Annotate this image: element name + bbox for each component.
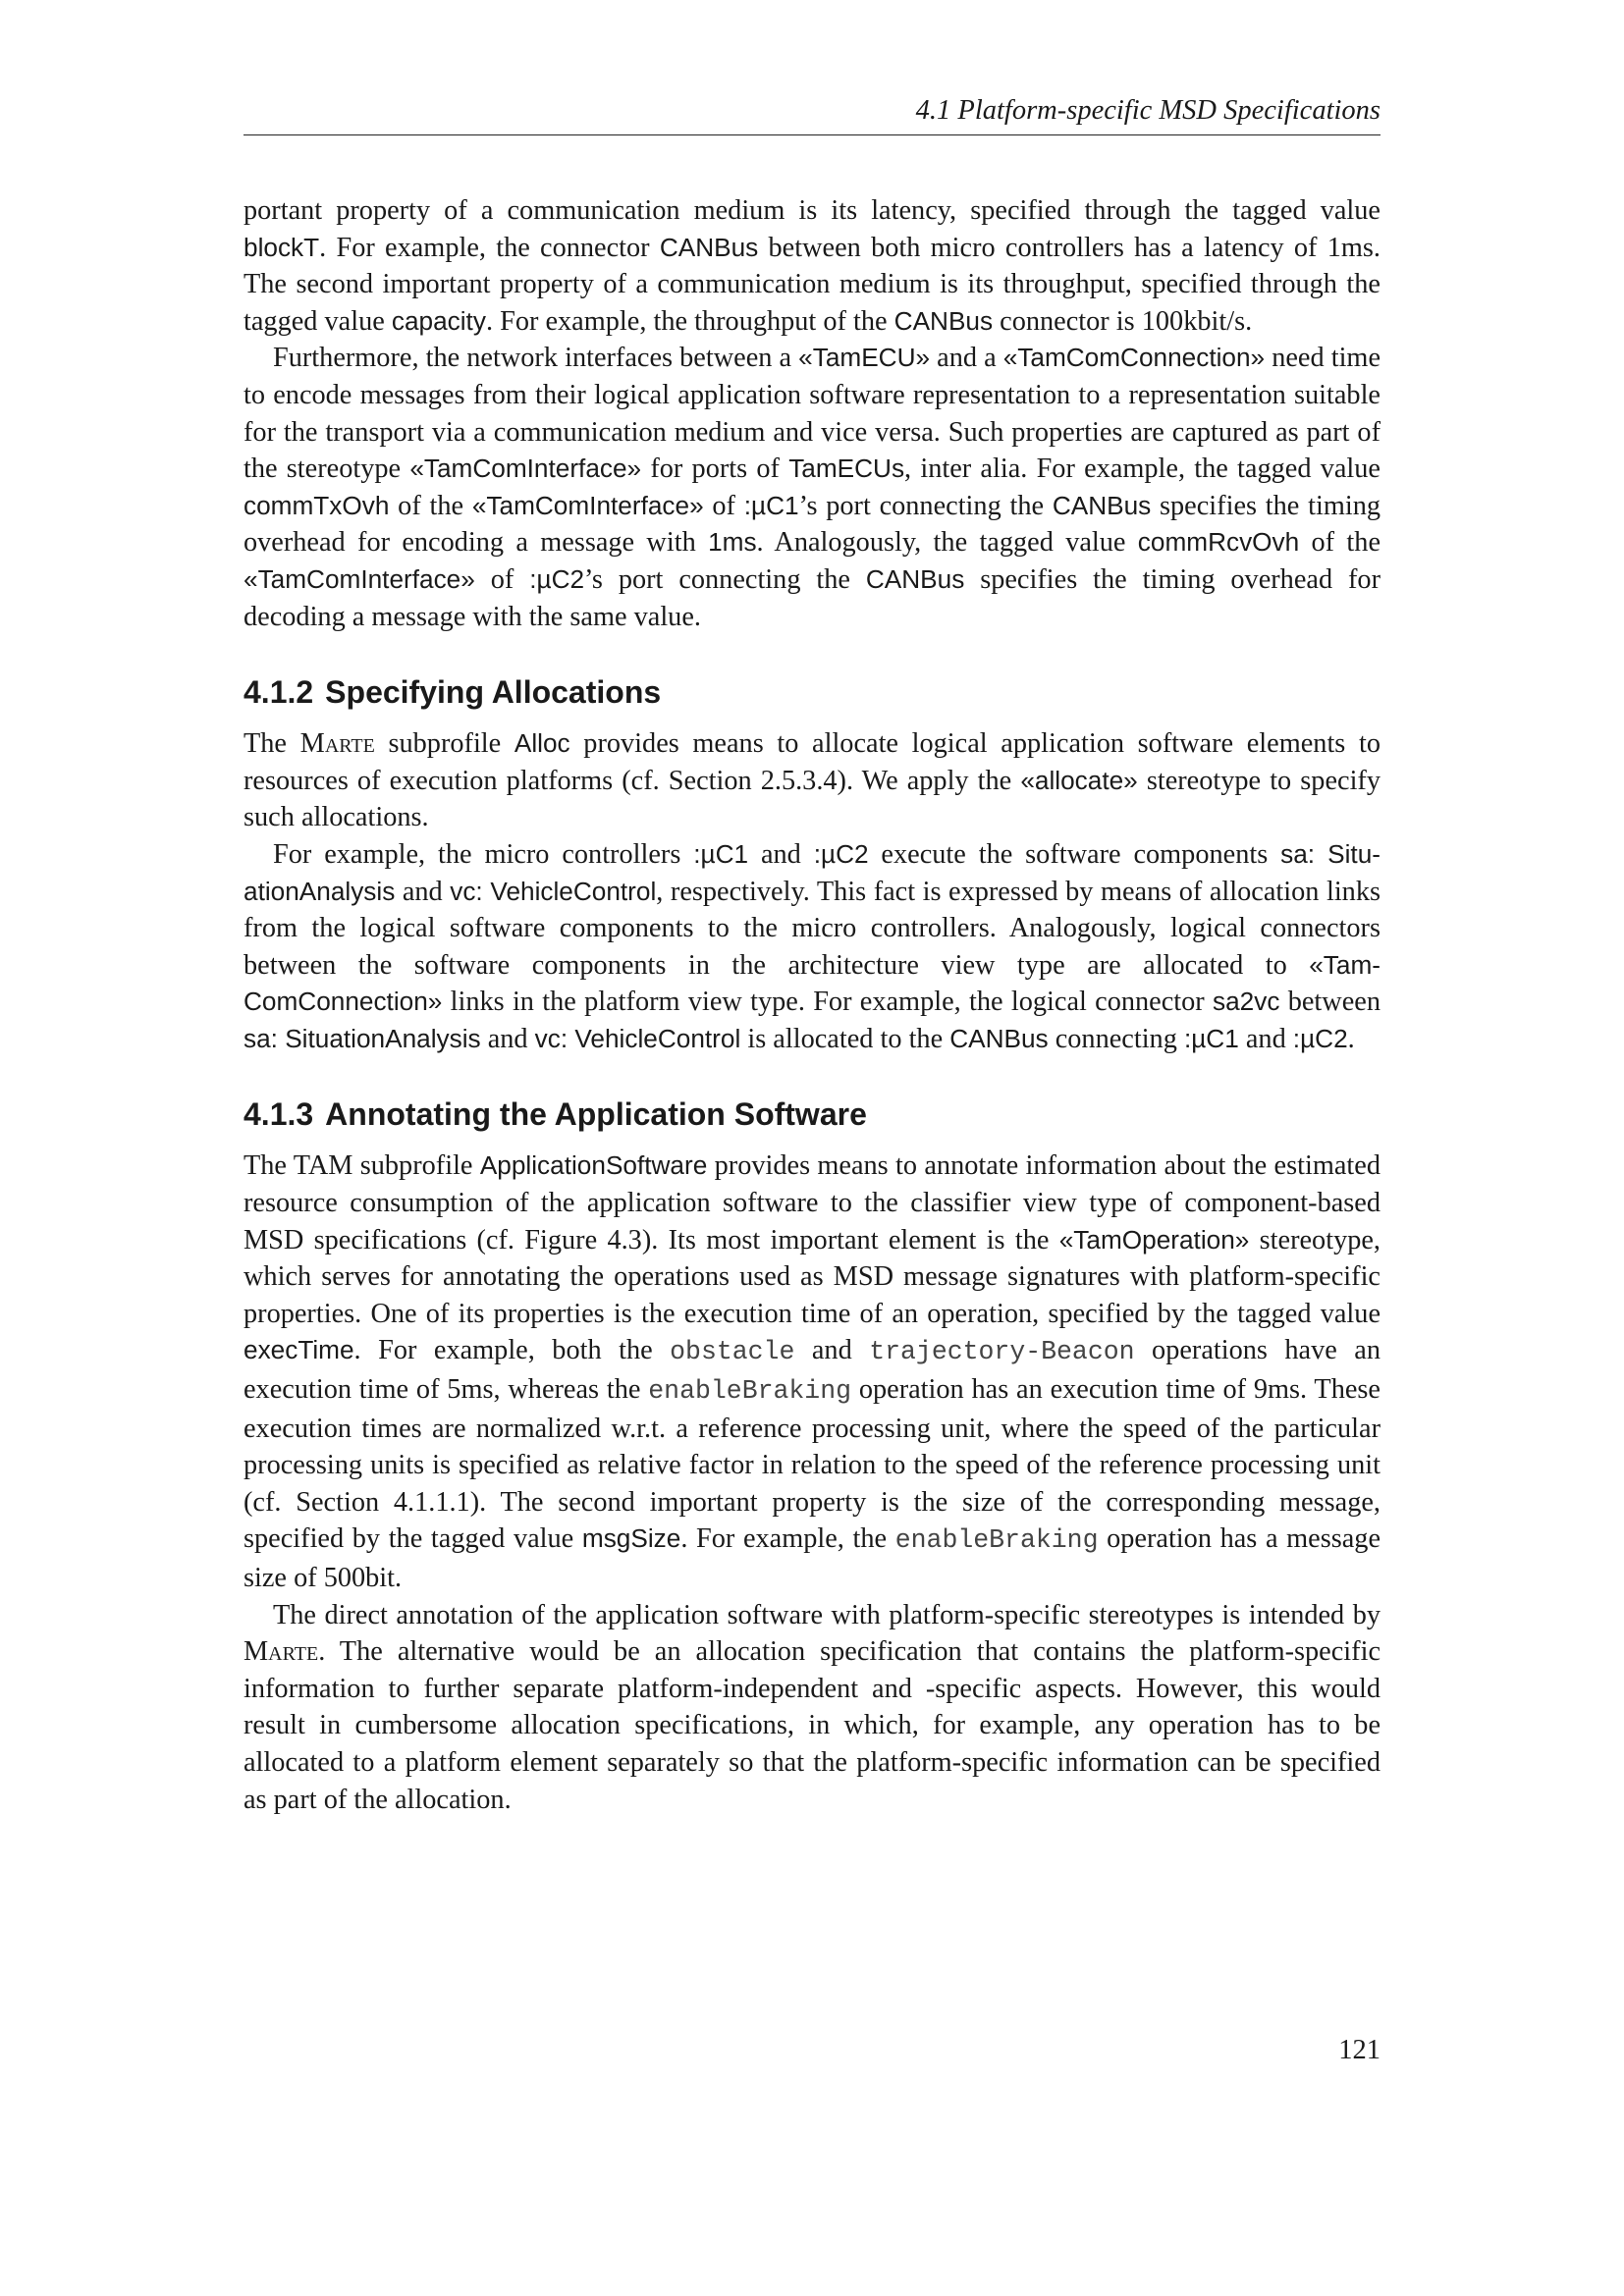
- paragraph: [244, 1148, 1380, 1596]
- code-term: CANBus: [1052, 490, 1152, 520]
- code-term: «TamOperation»: [1058, 1224, 1250, 1255]
- code-term: execTime: [244, 1335, 354, 1365]
- paragraph: [244, 836, 1380, 1058]
- text-run: .: [1347, 1023, 1355, 1054]
- section-heading: [244, 672, 1380, 712]
- page-body: [244, 192, 1380, 1818]
- text-run: of the: [1299, 527, 1380, 559]
- text-run: of the: [389, 490, 472, 521]
- text-run: subprofile: [374, 728, 514, 760]
- section-title: Annotating the Application Software: [325, 1096, 867, 1133]
- text-run: between: [1279, 987, 1380, 1018]
- text-run: . For example, the connector: [319, 232, 660, 263]
- small-caps-term: Marte: [299, 728, 375, 760]
- code-term: «TamComInterface»: [471, 490, 704, 520]
- code-term: :µC2: [529, 563, 585, 594]
- text-run: provides means to annotate information about the estimated resource consumption of the application software to the classifier view type of component-based MSD specifications (cf. Figure 4.3). Its most important element is the: [244, 1150, 1380, 1255]
- code-term: :µC1: [693, 838, 749, 869]
- monospace-term: trajectory-Beacon: [869, 1337, 1135, 1367]
- text-run: links in the platform view type. For example, the logical connector: [442, 987, 1213, 1018]
- text-run: of: [474, 563, 530, 595]
- text-run: operation has a message size of 500bit.: [244, 1523, 1381, 1593]
- text-run: , respectively. This fact is expressed by means of allocation links from the logical software components to the micro controllers. Analogously, logical connectors between the software components in the architecture view type are allocated to: [244, 876, 1380, 981]
- text-run: . For example, both the: [353, 1335, 671, 1366]
- code-term: TamECUs: [788, 454, 905, 484]
- running-header: 4.1 Platform-specific MSD Specifications: [915, 95, 1380, 126]
- text-run: execute the software components: [868, 838, 1281, 870]
- text-run: operation has an execution time of 9ms. These execution times are normalized w.r.t. a reference processing unit, where the speed of the particular processing units is specified as relative factor in relation to the speed of the reference processing unit (cf. Section 4.1.1.1). The second important property is the size of the corresponding message, specified by the tagged value: [244, 1374, 1380, 1555]
- text-run: portant property of a communication medium is its latency, specified through the tagged value: [244, 195, 1380, 226]
- code-term: :µC1: [1183, 1023, 1239, 1053]
- code-term: :µC1: [743, 490, 799, 520]
- text-run: ’s port connecting the: [584, 563, 866, 595]
- code-term: commRcvOvh: [1137, 527, 1300, 558]
- text-run: and: [395, 876, 451, 907]
- text-run: and: [794, 1335, 870, 1366]
- code-term: :µC2: [813, 838, 869, 869]
- text-run: , inter alia. For example, the tagged value: [904, 454, 1380, 485]
- text-run: . For example, the: [680, 1523, 895, 1555]
- text-run: The direct annotation of the application software with platform-specific stereotypes is intended by: [273, 1599, 1380, 1630]
- section-number: 4.1.3: [244, 1096, 314, 1133]
- code-term: 1ms: [708, 527, 757, 558]
- page-number: 121: [1338, 2035, 1380, 2065]
- code-term: msgSize: [581, 1523, 681, 1554]
- code-term: sa: SituationAnalysis: [244, 1023, 481, 1053]
- paragraph: [244, 340, 1380, 635]
- code-term: vc: VehicleControl: [450, 876, 657, 906]
- code-term: sa: SituationAnalysis: [244, 838, 1380, 906]
- text-run: and: [1238, 1023, 1293, 1054]
- code-term: capacity: [391, 305, 486, 336]
- text-run: specifies the timing overhead for encoding a message with: [244, 490, 1380, 559]
- text-run: . For example, the throughput of the: [485, 305, 894, 337]
- monospace-term: enableBraking: [894, 1525, 1099, 1556]
- text-run: stereotype, which serves for annotating the operations used as MSD message signatures with platform-specific properties. One of its properties is the execution time of an operation, specified by the tagged value: [244, 1224, 1380, 1329]
- code-term: CANBus: [949, 1023, 1049, 1053]
- text-run: Furthermore, the network interfaces between a: [273, 343, 799, 374]
- code-term: «TamComInterface»: [244, 563, 475, 594]
- code-term: «TamComConnection»: [1002, 343, 1266, 373]
- text-run: of: [703, 490, 744, 521]
- section-heading: [244, 1095, 1380, 1134]
- code-term: «allocate»: [1020, 765, 1138, 795]
- text-run: . The alternative would be an allocation specification that contains the platform-specific information to further separate platform-independent and -specific aspects. However, this would result in cumbersome allocation specifications, in which, for example, any operation has to be allocated to a platform element separately so that the platform-specific information can be specified as part of the allocation.: [244, 1636, 1380, 1815]
- section-number: 4.1.2: [244, 674, 314, 711]
- code-term: CANBus: [865, 563, 965, 594]
- code-term: blockT: [244, 232, 320, 262]
- text-run: operations have an execution time of 5ms, whereas the: [244, 1335, 1380, 1406]
- document-page: [244, 0, 1380, 2296]
- text-run: for ports of: [641, 454, 789, 485]
- paragraph: [244, 192, 1380, 340]
- code-term: commTxOvh: [244, 490, 390, 520]
- text-run: stereotype to specify such allocations.: [244, 765, 1380, 833]
- small-caps-term: Marte: [244, 1636, 319, 1668]
- code-term: vc: VehicleControl: [534, 1023, 741, 1053]
- code-term: «TamECU»: [798, 343, 931, 373]
- code-term: «TamComConnection»: [244, 949, 1380, 1017]
- text-run: The: [244, 728, 300, 760]
- text-run: between both micro controllers has a latency of 1ms. The second important property of a communication medium is its throughput, specified through the tagged value: [244, 232, 1380, 337]
- text-run: specifies the timing overhead for decoding a message with the same value.: [244, 563, 1381, 632]
- code-term: :µC2: [1292, 1023, 1348, 1053]
- section-title: Specifying Allocations: [325, 674, 662, 711]
- text-run: The TAM subprofile: [244, 1150, 480, 1182]
- text-run: and: [480, 1023, 535, 1054]
- code-term: sa2vc: [1213, 987, 1280, 1017]
- text-run: and a: [930, 343, 1003, 374]
- text-run: and: [748, 838, 814, 870]
- monospace-term: enableBraking: [648, 1376, 852, 1407]
- paragraph: [244, 725, 1380, 836]
- code-term: ApplicationSoftware: [479, 1150, 708, 1181]
- text-run: need time to encode messages from their logical application software representation to a representation suitable for the transport via a communication medium and vice versa. Such properties are captured as part of the stereotype: [244, 343, 1380, 485]
- header-rule: [244, 134, 1380, 135]
- text-run: provides means to allocate logical application software elements to resources of execution platforms (cf. Section 2.5.3.4). We apply the: [244, 728, 1380, 796]
- code-term: «TamComInterface»: [409, 454, 642, 484]
- text-run: . Analogously, the tagged value: [756, 527, 1138, 559]
- text-run: ’s port connecting the: [798, 490, 1053, 521]
- code-term: CANBus: [659, 232, 759, 262]
- monospace-term: obstacle: [670, 1337, 795, 1367]
- paragraph: [244, 1597, 1380, 1819]
- text-run: For example, the micro controllers: [273, 838, 694, 870]
- text-run: connecting: [1048, 1023, 1184, 1054]
- code-term: CANBus: [893, 305, 994, 336]
- code-term: Alloc: [514, 728, 570, 759]
- text-run: is allocated to the: [740, 1023, 950, 1054]
- text-run: connector is 100kbit/s.: [993, 305, 1253, 337]
